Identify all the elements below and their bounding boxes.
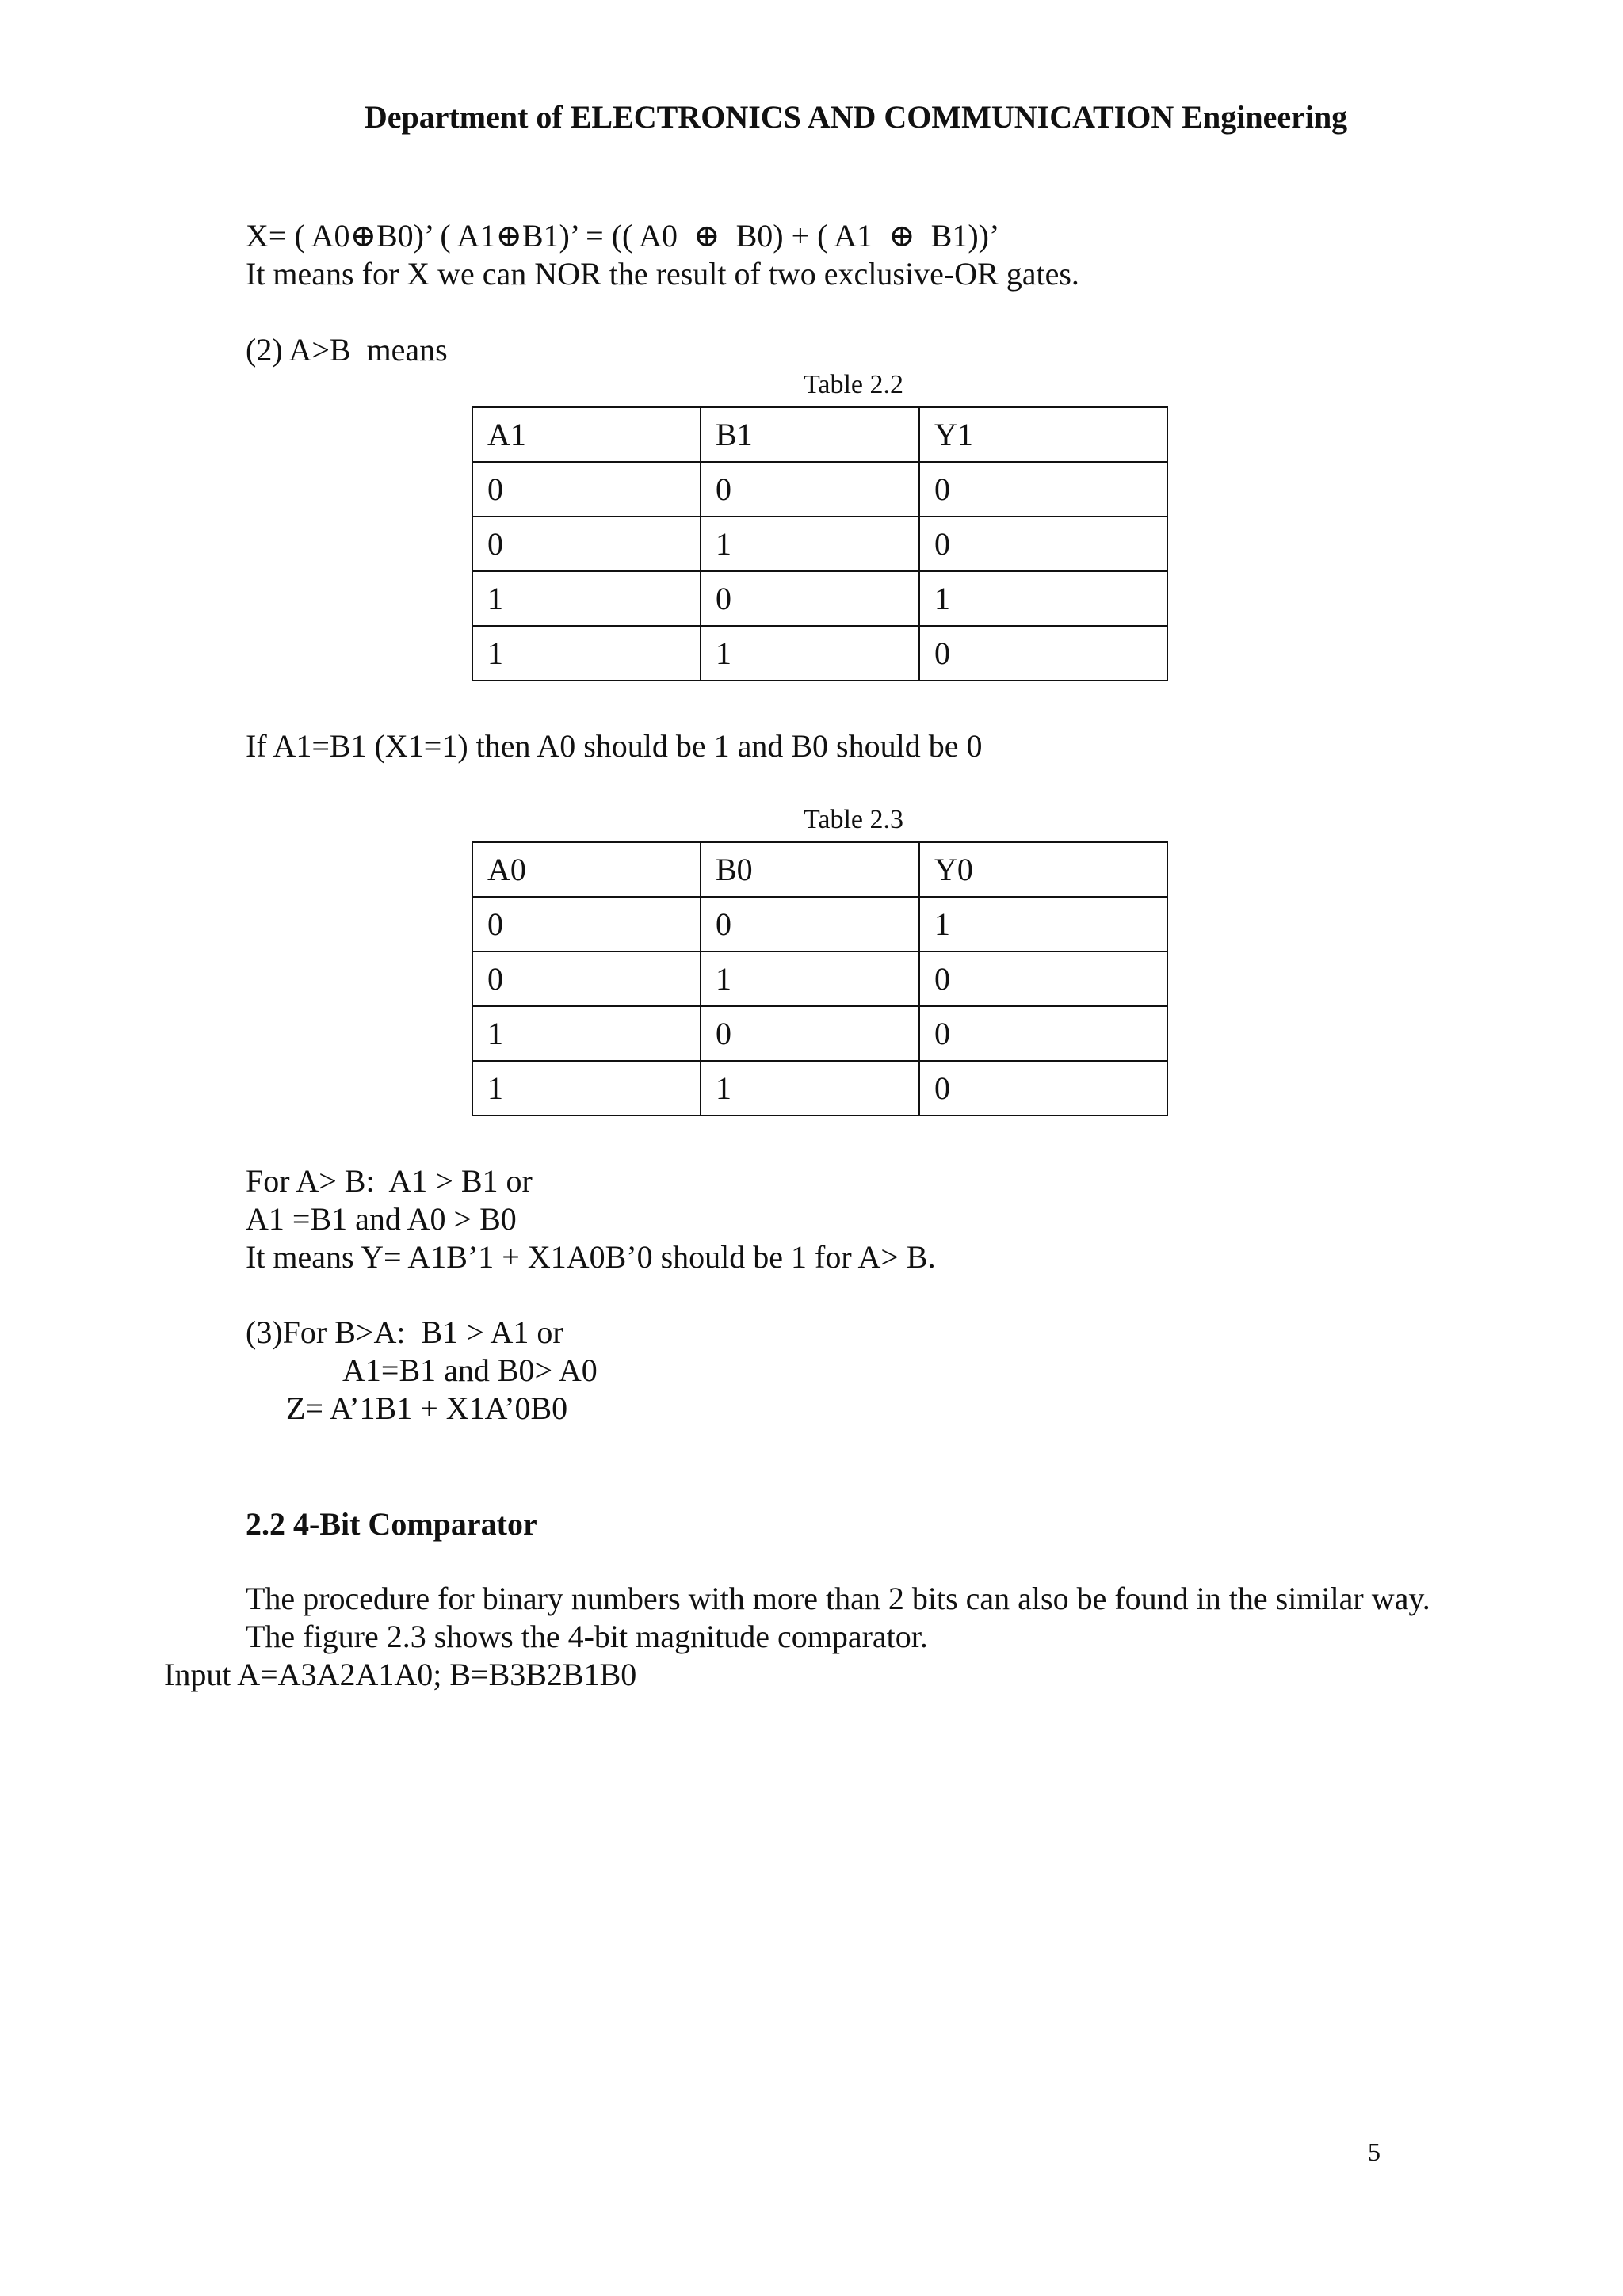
table-cell: 0 (472, 952, 701, 1006)
table-row (472, 462, 1167, 517)
table-cell: 0 (701, 1006, 919, 1061)
input-line: Input A=A3A2A1A0; B=B3B2B1B0 (164, 1657, 637, 1692)
table-row (472, 626, 1167, 681)
table-2-2 (472, 406, 1168, 681)
case-2-heading: (2) A>B means (246, 332, 448, 368)
table-header-cell: B1 (701, 407, 919, 462)
page-header: Department of ELECTRONICS AND COMMUNICATION Engineering (364, 99, 1348, 135)
table-cell: 1 (472, 626, 701, 681)
table-cell: 0 (701, 462, 919, 517)
table-row (472, 517, 1167, 571)
section-title: 2.2 4-Bit Comparator (246, 1506, 537, 1542)
paragraph-line-2: The figure 2.3 shows the 4-bit magnitude comparator. (246, 1619, 928, 1654)
table-header-row (472, 407, 1167, 462)
table-cell: 0 (919, 1006, 1167, 1061)
table-cell: 1 (701, 517, 919, 571)
table-cell: 0 (472, 517, 701, 571)
table-row (472, 952, 1167, 1006)
table-cell: 1 (919, 571, 1167, 626)
table-header-cell: A0 (472, 842, 701, 897)
agb-equation: It means Y= A1B’1 + X1A0B’0 should be 1 for A> B. (246, 1239, 936, 1275)
table-header-cell: Y0 (919, 842, 1167, 897)
page-number: 5 (1368, 2138, 1381, 2166)
if-condition-line: If A1=B1 (X1=1) then A0 should be 1 and B0 should be 0 (246, 728, 983, 764)
table-header-row (472, 842, 1167, 897)
table-header-cell: A1 (472, 407, 701, 462)
case-3-line-1: (3)For B>A: B1 > A1 or (246, 1314, 563, 1350)
table-cell: 0 (472, 462, 701, 517)
table-cell: 1 (472, 1061, 701, 1116)
table-cell: 1 (472, 571, 701, 626)
table-cell: 0 (919, 1061, 1167, 1116)
table-cell: 0 (919, 517, 1167, 571)
table-cell: 1 (701, 626, 919, 681)
table-header-cell: B0 (701, 842, 919, 897)
paragraph-line-1: The procedure for binary numbers with more than 2 bits can also be found in the similar way. (246, 1581, 1430, 1616)
table-cell: 0 (919, 626, 1167, 681)
table-header-cell: Y1 (919, 407, 1167, 462)
table-cell: 0 (919, 462, 1167, 517)
table-cell: 1 (472, 1006, 701, 1061)
table-2-3 (472, 841, 1168, 1116)
agb-condition-2: A1 =B1 and A0 > B0 (246, 1201, 517, 1237)
case-3-line-2: A1=B1 and B0> A0 (342, 1352, 598, 1388)
case-3-equation: Z= A’1B1 + X1A’0B0 (286, 1390, 568, 1426)
table-cell: 1 (701, 952, 919, 1006)
table-cell: 1 (919, 897, 1167, 952)
table-cell: 0 (919, 952, 1167, 1006)
equation-x: X= ( A0⊕B0)’ ( A1⊕B1)’ = (( A0 ⊕ B0) + ( A1 ⊕ B1))’ (246, 218, 1000, 254)
table-row (472, 571, 1167, 626)
table-2-3-caption: Table 2.3 (803, 805, 904, 834)
table-row (472, 1006, 1167, 1061)
table-cell: 0 (472, 897, 701, 952)
table-cell: 0 (701, 897, 919, 952)
table-cell: 1 (701, 1061, 919, 1116)
table-2-2-caption: Table 2.2 (803, 370, 904, 399)
table-row (472, 1061, 1167, 1116)
agb-condition-1: For A> B: A1 > B1 or (246, 1163, 533, 1199)
x-explanation: It means for X we can NOR the result of two exclusive-OR gates. (246, 256, 1079, 292)
table-row (472, 897, 1167, 952)
table-cell: 0 (701, 571, 919, 626)
